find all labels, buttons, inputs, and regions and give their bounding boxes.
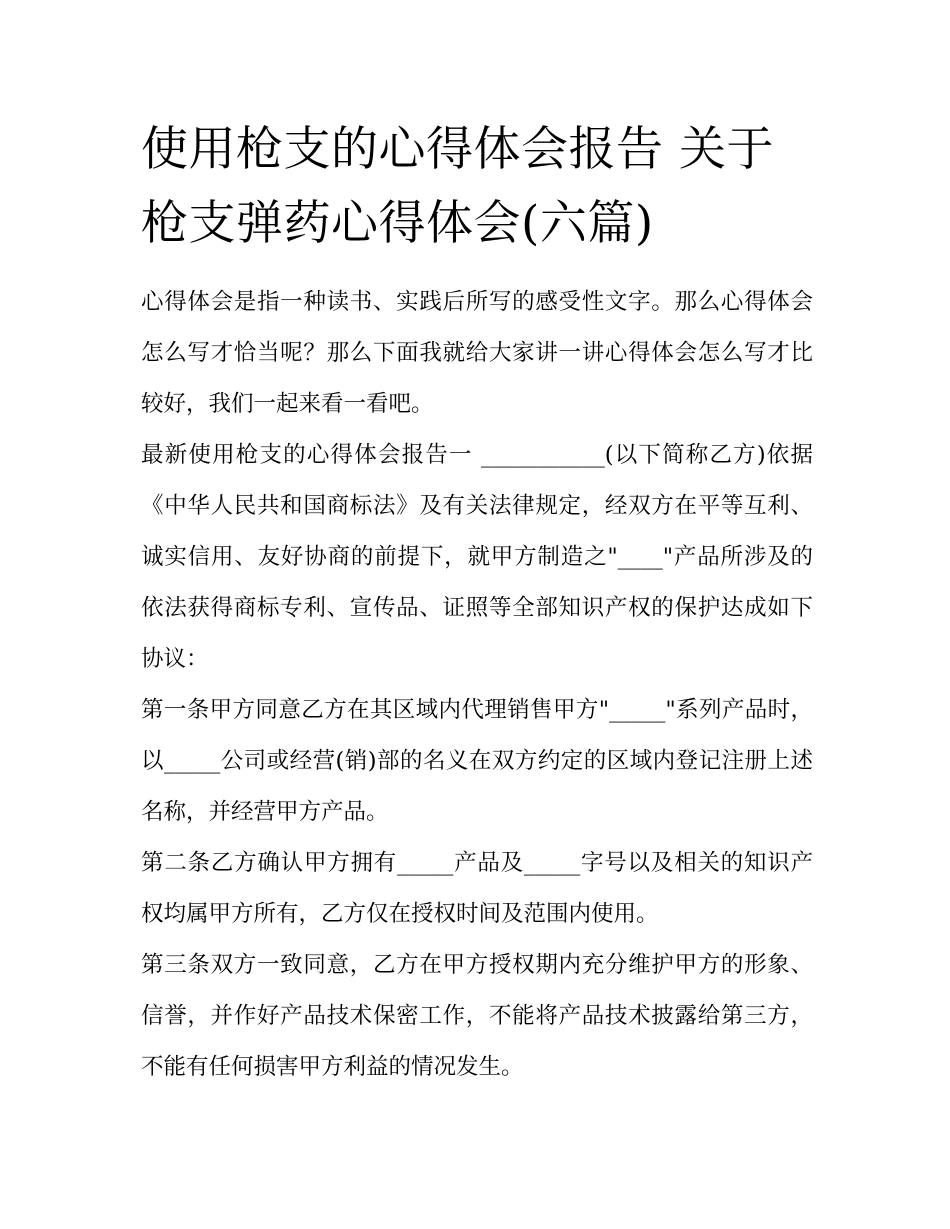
paragraph-intro: 心得体会是指一种读书、实践后所写的感受性文字。那么心得体会怎么写才恰当呢？那么下面我就给大家讲一讲心得体会怎么写才比较好，我们一起来看一看吧。 <box>141 289 813 417</box>
paragraph-article-three: 第三条双方一致同意，乙方在甲方授权期内充分维护甲方的形象、信誉，并作好产品技术保密工作，不能将产品技术披露给第三方，不能有任何损害甲方利益的情况发生。 <box>141 952 813 1080</box>
paragraph-article-one: 第一条甲方同意乙方在其区域内代理销售甲方"_____"系列产品时，以_____公司或经营(销)部的名义在双方约定的区域内登记注册上述名称，并经营甲方产品。 <box>141 697 813 825</box>
paragraph-report-one: 最新使用枪支的心得体会报告一 ___________(以下简称乙方)依据《中华人民共和国商标法》及有关法律规定，经双方在平等互利、诚实信用、友好协商的前提下，就甲方制造之"____"产品所涉及的依法获得商标专利、宣传品、证照等全部知识产权的保护达成如下协议： <box>141 442 813 672</box>
document-body <box>141 277 813 1093</box>
document-title: 使用枪支的心得体会报告 关于枪支弹药心得体会(六篇) <box>141 122 774 251</box>
document-content <box>141 113 813 1093</box>
paragraph-article-two: 第二条乙方确认甲方拥有_____产品及_____字号以及相关的知识产权均属甲方所有，乙方仅在授权时间及范围内使用。 <box>141 850 813 927</box>
